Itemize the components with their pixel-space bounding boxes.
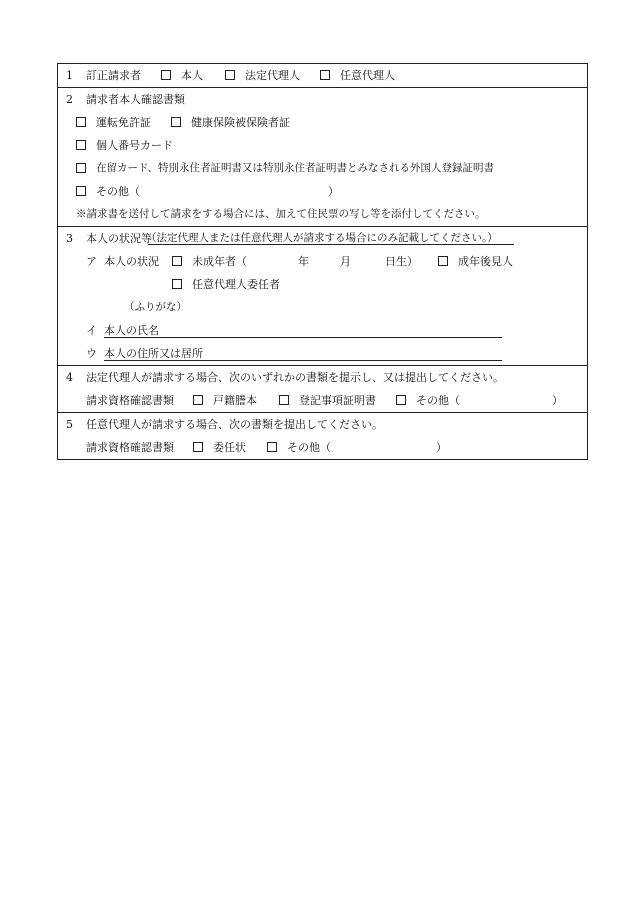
other-legal-label: その他（ [416,394,460,407]
qualification-docs-label: 請求資格確認書類 [86,394,174,407]
checkbox-legal-agent[interactable] [225,64,235,87]
checkbox-drivers-license[interactable] [76,111,86,134]
other-voluntary-close: ） [436,441,447,454]
section-identity-docs [58,87,587,226]
voluntary-agent-instruction: 任意代理人が請求する場合、次の書類を提出してください。 [86,418,383,431]
note-underline [148,244,514,245]
touki-label: 登記事項証明書 [299,394,376,407]
request-form-table [57,63,588,460]
section-number: 5 [66,418,73,431]
person-name-line[interactable] [104,337,502,338]
item-i-marker: イ [86,324,97,337]
checkbox-delegator[interactable] [172,273,182,296]
person-status-item-label: 本人の状況 [104,255,159,268]
health-insurance-label: 健康保険被保険者証 [191,116,290,129]
birth-year-label: 年 [298,255,309,268]
checkbox-touki[interactable] [279,389,289,412]
section-legal-agent-docs [58,365,587,412]
ininjo-label: 委任状 [213,441,246,454]
option-voluntary-agent-label: 任意代理人 [340,69,395,82]
checkbox-adult-guardian[interactable] [438,250,448,273]
section-number: 3 [66,232,73,245]
mynumber-card-label: 個人番号カード [96,139,173,152]
section-number: 2 [66,93,73,106]
other-docs-label: その他（ [96,185,140,198]
qualification-docs-label: 請求資格確認書類 [86,441,174,454]
checkbox-other-docs[interactable] [76,180,86,203]
section-voluntary-agent-docs [58,412,587,459]
section-person-status [58,226,587,365]
section-number: 4 [66,371,73,384]
adult-guardian-label: 成年後見人 [458,255,513,268]
person-name-label: 本人の氏名 [104,324,159,337]
person-status-label: 本人の状況等 [86,232,152,245]
section-number: 1 [66,69,73,82]
birth-month-label: 月 [340,255,351,268]
section-requester [58,64,587,87]
minor-label: 未成年者（ [192,255,247,268]
checkbox-koseki[interactable] [193,389,203,412]
furigana-label: （ふりがな） [124,301,187,313]
other-legal-close: ） [552,394,563,407]
residence-card-label: 在留カード、特別永住者証明書又は特別永住者証明書とみなされる外国人登録証明書 [96,162,495,174]
option-self-label: 本人 [181,69,203,82]
delegator-label: 任意代理人委任者 [192,278,280,291]
other-voluntary-label: その他（ [287,441,331,454]
legal-agent-instruction: 法定代理人が請求する場合、次のいずれかの書類を提示し、又は提出してください。 [86,371,504,384]
mailing-note: ※請求書を送付して請求をする場合には、加えて住民票の写し等を添付してください。 [76,208,486,220]
item-u-marker: ウ [86,347,97,360]
person-address-line[interactable] [104,360,502,361]
checkbox-health-insurance[interactable] [171,111,181,134]
checkbox-residence-card[interactable] [76,157,86,180]
person-status-note: （法定代理人または任意代理人が請求する場合にのみ記載してください。） [146,232,498,244]
person-address-label: 本人の住所又は居所 [104,347,203,360]
option-legal-agent-label: 法定代理人 [245,69,300,82]
birth-day-label: 日生） [385,255,418,268]
checkbox-ininjo[interactable] [193,436,203,459]
other-docs-close: ） [328,185,339,198]
checkbox-self[interactable] [161,64,171,87]
checkbox-mynumber-card[interactable] [76,134,86,157]
koseki-label: 戸籍謄本 [213,394,257,407]
checkbox-other-voluntary[interactable] [267,436,277,459]
checkbox-voluntary-agent[interactable] [320,64,330,87]
checkbox-other-legal[interactable] [396,389,406,412]
drivers-license-label: 運転免許証 [96,116,151,129]
item-a-marker: ア [86,255,97,268]
requester-label: 訂正請求者 [86,69,141,82]
checkbox-minor[interactable] [172,250,182,273]
identity-docs-label: 請求者本人確認書類 [86,93,185,106]
